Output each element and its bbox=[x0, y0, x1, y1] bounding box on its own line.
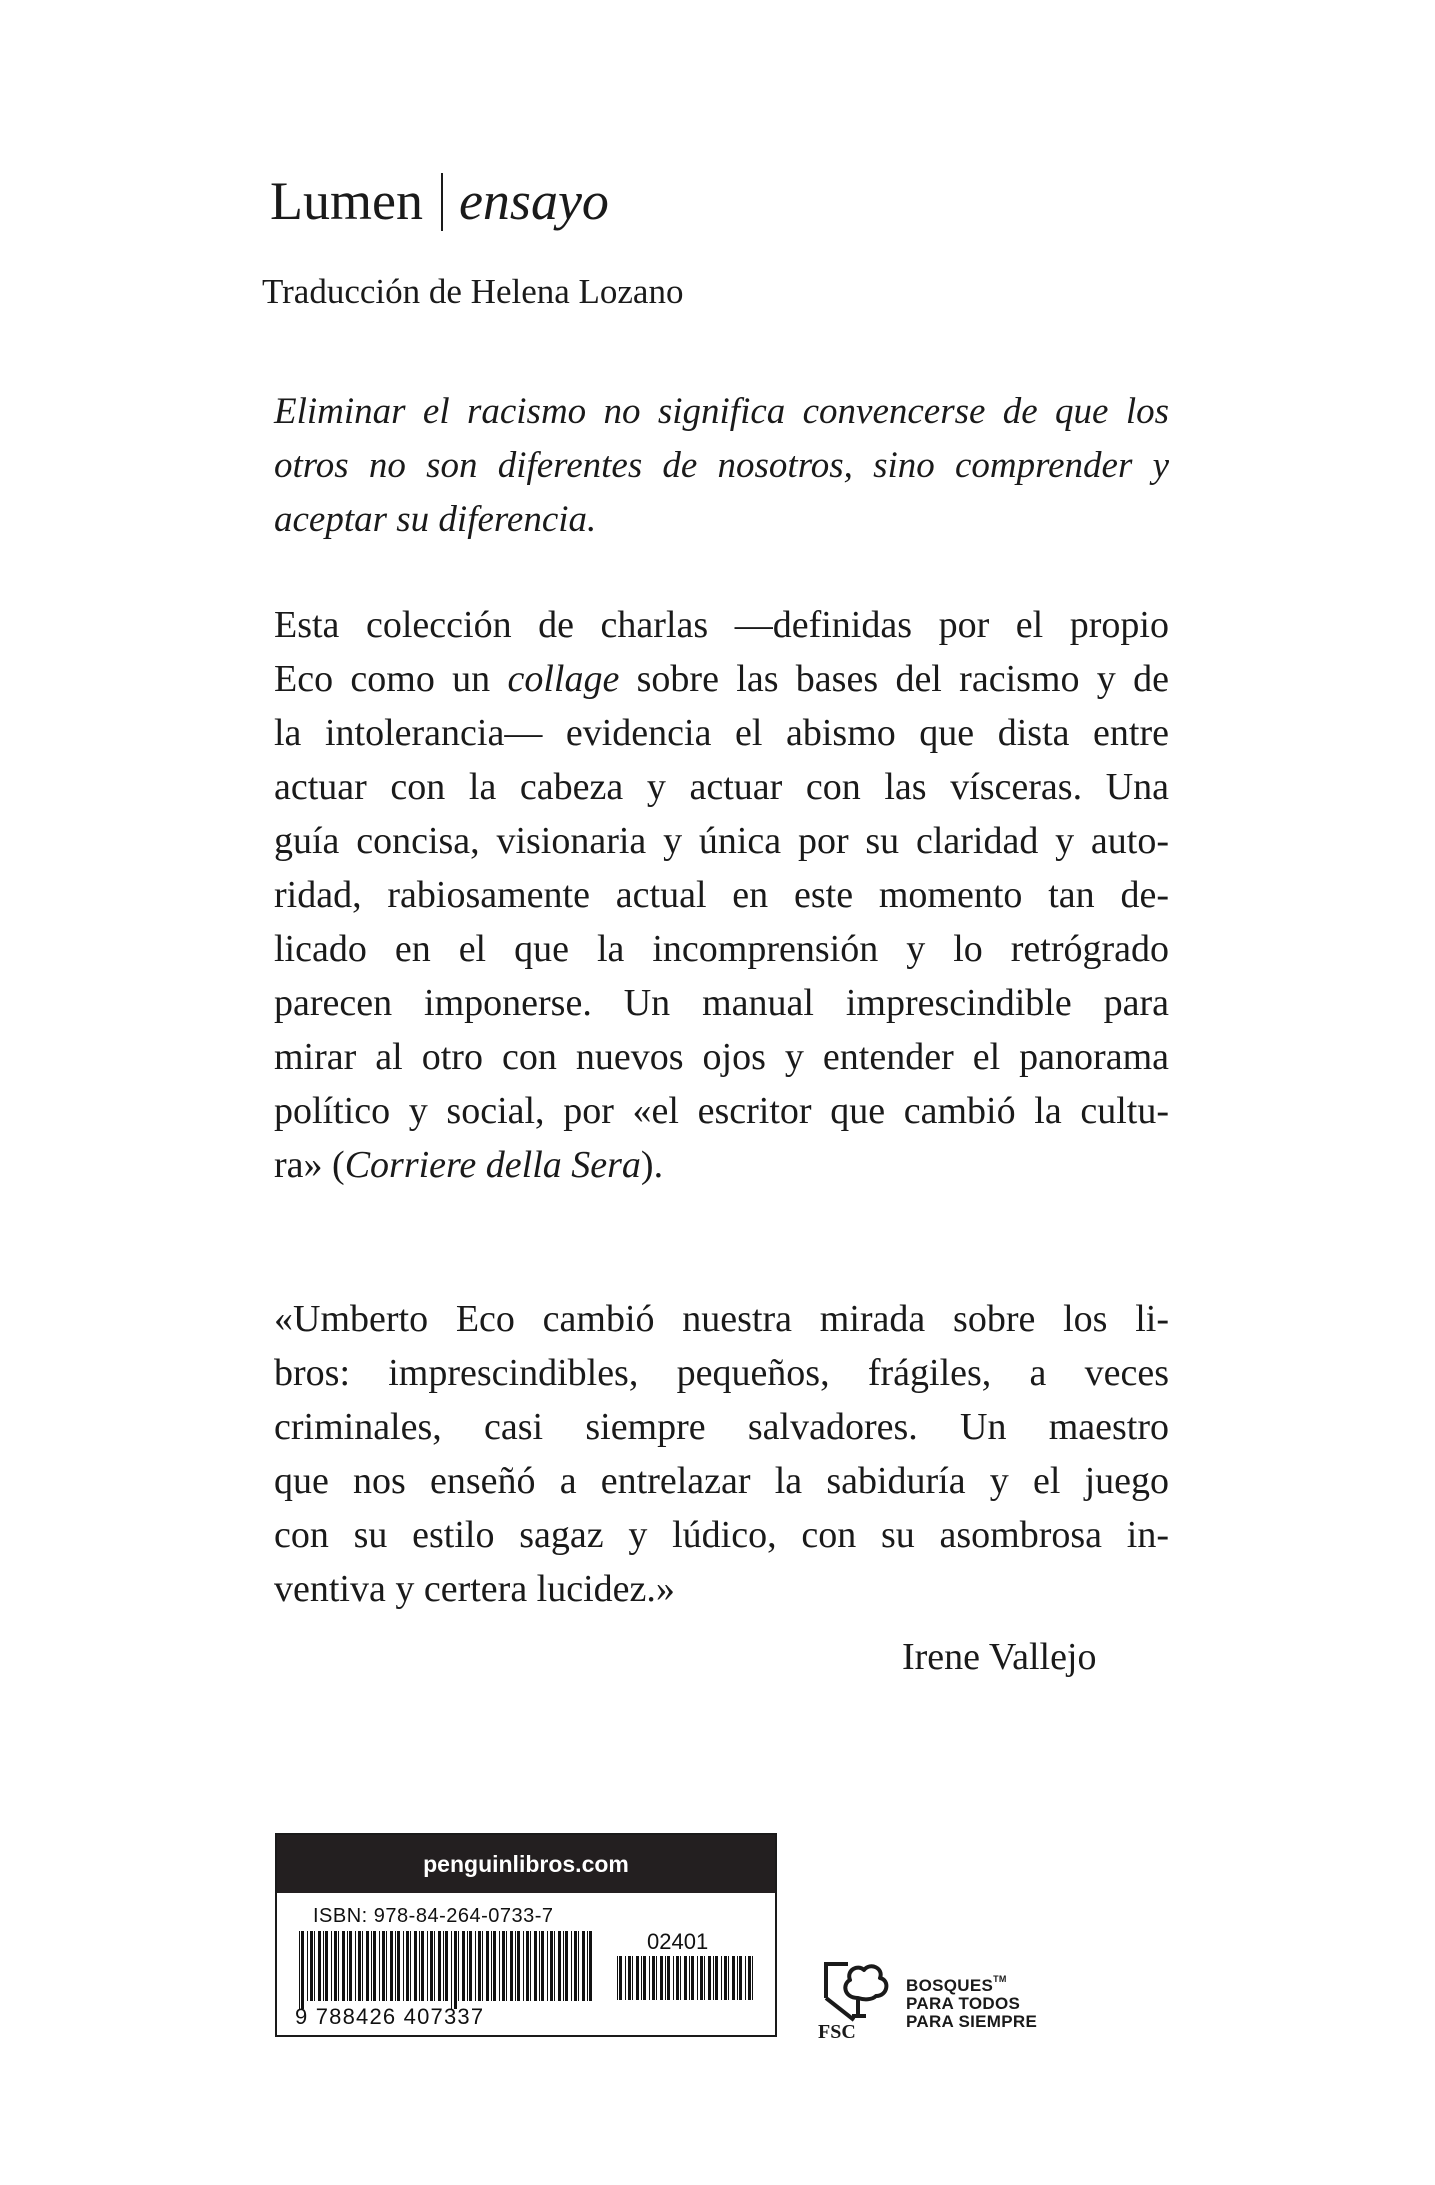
publisher-name: Lumen bbox=[270, 171, 423, 231]
source-title: Corriere della Sera bbox=[344, 1144, 641, 1186]
quote-author: Irene Vallejo bbox=[902, 1636, 1097, 1678]
isbn-label: ISBN: 978-84-264-0733-7 bbox=[313, 1905, 554, 1927]
blurb-line: parecen imponerse. Un manual imprescindible para bbox=[274, 982, 1169, 1024]
blurb-line: actuar con la cabeza y actuar con las vísceras. Una bbox=[274, 766, 1169, 808]
addon-barcode-icon bbox=[617, 1956, 757, 2008]
translator-credit: Traducción de Helena Lozano bbox=[262, 272, 684, 311]
blurb-line: licado en el que la incomprensión y lo retrógrado bbox=[274, 928, 1169, 970]
fsc-tree-icon bbox=[818, 1958, 900, 2022]
website-url: penguinlibros.com bbox=[277, 1835, 775, 1893]
quote-line: bros: imprescindibles, pequeños, frágiles, a veces bbox=[274, 1352, 1169, 1394]
quote-line: criminales, casi siempre salvadores. Un maestro bbox=[274, 1406, 1169, 1448]
collage-term: collage bbox=[507, 658, 620, 700]
quote-line: con su estilo sagaz y lúdico, con su asombrosa in- bbox=[274, 1514, 1169, 1556]
addon-code: 02401 bbox=[647, 1929, 709, 1954]
fsc-slogan: BOSQUES™ PARA TODOS PARA SIEMPRE bbox=[906, 1974, 1038, 2031]
barcode-block bbox=[275, 1833, 777, 2037]
blurb bbox=[274, 598, 1169, 1192]
blurb-line: mirar al otro con nuevos ojos y entender el panorama bbox=[274, 1036, 1169, 1078]
blurb-line: la intolerancia— evidencia el abismo que dista entre bbox=[274, 712, 1169, 754]
blurb-line: político y social, por «el escritor que cambió la cultu- bbox=[274, 1090, 1169, 1132]
quote-line: ventiva y certera lucidez.» bbox=[274, 1568, 675, 1610]
blurb-line: ridad, rabiosamente actual en este momento tan de- bbox=[274, 874, 1169, 916]
ean-barcode-icon bbox=[299, 1931, 599, 2009]
review-quote bbox=[274, 1292, 1169, 1616]
blurb-line: ra» (Corriere della Sera). bbox=[274, 1144, 664, 1186]
blurb-line: guía concisa, visionaria y única por su claridad y auto- bbox=[274, 820, 1169, 862]
blurb-line: Eco como un collage sobre las bases del racismo y de bbox=[274, 658, 1169, 700]
quote-line: «Umberto Eco cambió nuestra mirada sobre los li- bbox=[274, 1298, 1169, 1340]
barcode-digits: 9 788426 407337 bbox=[295, 2004, 485, 2029]
imprint-divider bbox=[441, 173, 443, 231]
epigraph: Eliminar el racismo no significa convencerse de que los otros no son diferentes de nosotros, sino comprender y aceptar su diferencia. bbox=[274, 391, 1169, 540]
fsc-label: FSC bbox=[818, 2021, 856, 2043]
imprint-logo bbox=[270, 168, 609, 234]
collection-name: ensayo bbox=[458, 171, 609, 231]
quote-line: que nos enseñó a entrelazar la sabiduría y el juego bbox=[274, 1460, 1169, 1502]
blurb-line: Esta colección de charlas —definidas por el propio bbox=[274, 604, 1169, 646]
